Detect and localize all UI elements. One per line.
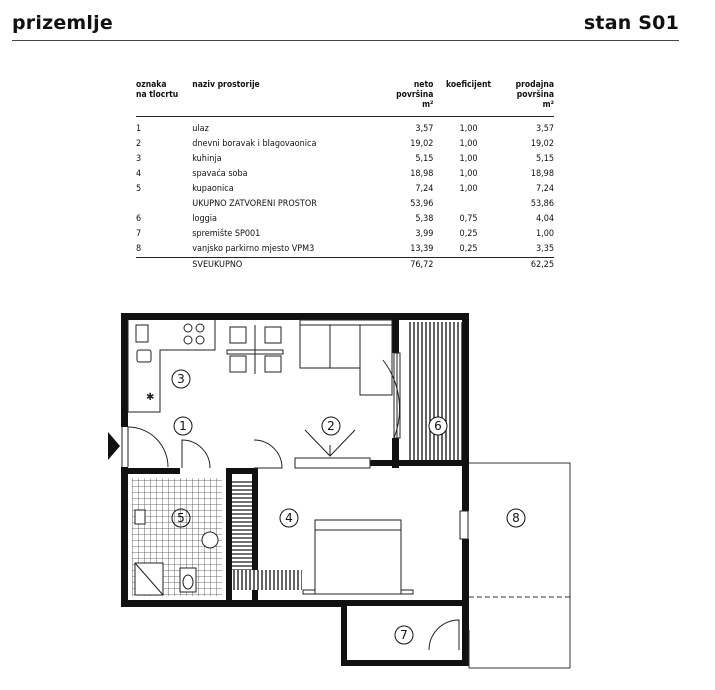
cell-sale: 1,00 [535, 229, 554, 239]
label-room-4: 4 [285, 511, 293, 525]
cell-coef: 0,25 [433, 242, 503, 258]
storage-door [429, 620, 459, 650]
floor-title: prizemlje [12, 12, 113, 34]
cell-id: 7 [136, 229, 142, 239]
cell-id: 4 [136, 169, 142, 179]
cell-net: 5,15 [415, 154, 434, 164]
hall-door [182, 440, 282, 468]
cell-sale: 18,98 [530, 169, 554, 179]
label-room-6: 6 [434, 419, 442, 433]
col-header-coefficient: koeficijent [446, 80, 492, 90]
entrance-arrow-icon [108, 432, 120, 460]
parking-outline [469, 463, 570, 668]
cell-net: 19,02 [410, 139, 434, 149]
cell-coef: 1,00 [459, 139, 478, 149]
col-header-net-area: neto površina m² [396, 80, 434, 110]
cell-sale: 4,04 [535, 214, 554, 224]
cell-net: 53,96 [410, 199, 434, 209]
cell-name: SVEUKUPNO [192, 260, 243, 270]
cell-coef: 1,00 [459, 154, 478, 164]
cell-id: 1 [136, 124, 142, 134]
label-room-5: 5 [177, 511, 185, 525]
svg-text:✱: ✱ [146, 392, 155, 403]
dining-set [227, 325, 283, 374]
cell-sale: 19,02 [530, 139, 554, 149]
cell-id: 8 [136, 242, 192, 258]
cell-name: UKUPNO ZATVORENI PROSTOR [192, 199, 317, 209]
sofa [300, 320, 392, 395]
col-header-room-name: naziv prostorije [192, 80, 260, 90]
label-room-3: 3 [177, 372, 185, 386]
cell-name: ulaz [192, 124, 209, 134]
loggia-floor [407, 322, 462, 460]
cell-coef: 1,00 [459, 169, 478, 179]
cell-net: 5,38 [415, 214, 434, 224]
cell-name: dnevni boravak i blagovaonica [192, 139, 317, 149]
cell-coef: 1,00 [459, 124, 478, 134]
label-room-7: 7 [400, 628, 408, 642]
cell-sale: 3,57 [535, 124, 554, 134]
cell-id: 5 [136, 184, 142, 194]
entrance-door [122, 427, 168, 467]
cell-id: 3 [136, 154, 142, 164]
wardrobe-bottom [232, 570, 302, 590]
cell-name: kuhinja [192, 154, 222, 164]
label-room-1: 1 [179, 419, 187, 433]
col-header-sale-area: prodajna površina m² [515, 80, 554, 110]
bedroom-window [460, 511, 468, 539]
col-header-label: oznaka na tlocrtu [136, 80, 179, 100]
cell-sale: 53,86 [530, 199, 554, 209]
cell-net: 18,98 [410, 169, 434, 179]
kitchen-counter [128, 320, 215, 412]
cell-sale: 7,24 [535, 184, 554, 194]
cell-name: spavaća soba [192, 169, 248, 179]
cell-coef: 0,75 [459, 214, 478, 224]
cell-net: 13,39 [393, 242, 433, 258]
cell-net: 3,57 [415, 124, 434, 134]
tv-cabinet [295, 430, 370, 468]
cell-coef: 1,00 [459, 184, 478, 194]
label-room-8: 8 [512, 511, 520, 525]
cell-name: kupaonica [192, 184, 234, 194]
cell-id: 6 [136, 214, 142, 224]
cell-sale: 3,35 [504, 242, 554, 258]
cell-name: loggia [192, 214, 217, 224]
cell-net: 7,24 [415, 184, 434, 194]
cell-net: 76,72 [410, 260, 434, 270]
cell-name: spremište SP001 [192, 229, 261, 239]
label-room-2: 2 [327, 419, 335, 433]
cell-name: vanjsko parkirno mjesto VPM3 [192, 242, 393, 258]
cell-coef: 0,25 [459, 229, 478, 239]
cell-sale: 5,15 [535, 154, 554, 164]
cell-net: 3,99 [415, 229, 434, 239]
cell-id: 2 [136, 139, 142, 149]
cell-sale: 62,25 [530, 260, 554, 270]
unit-title: stan S01 [583, 12, 679, 34]
bed [303, 520, 413, 594]
